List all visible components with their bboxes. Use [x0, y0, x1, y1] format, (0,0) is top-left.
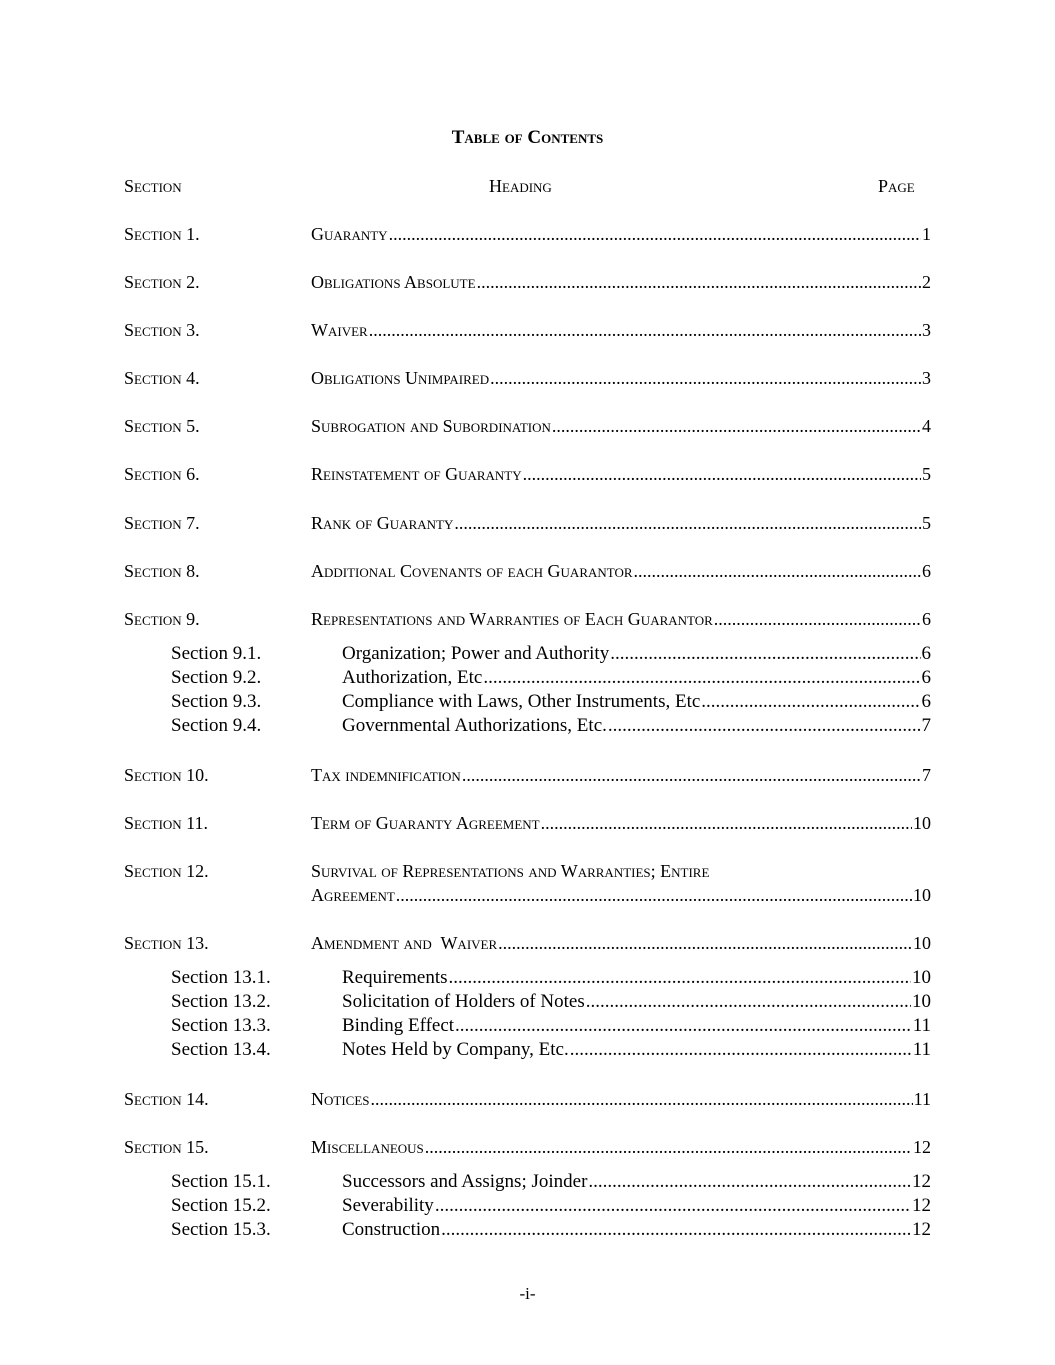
toc-entry-section-8[interactable]	[0, 559, 1055, 583]
section-heading: Obligations Unimpaired	[311, 368, 490, 388]
section-number: Section 11.	[124, 813, 209, 833]
section-number: Section 4.	[124, 368, 200, 388]
toc-entry-section-9-1[interactable]	[0, 642, 1055, 666]
section-heading: Notices	[311, 1089, 370, 1109]
section-heading: Tax indemnification	[311, 765, 461, 785]
section-heading: Amendment and Waiver	[311, 933, 498, 953]
subsection-heading: Successors and Assigns; Joinder	[342, 1171, 588, 1192]
page-number: 12	[913, 1137, 931, 1157]
toc-entry-section-9-2[interactable]	[0, 666, 1055, 690]
page-number: 6	[921, 691, 931, 712]
column-header-heading: Heading	[489, 176, 552, 196]
subsection-heading: Requirements	[342, 967, 448, 988]
section-number: Section 15.	[124, 1137, 209, 1157]
page-number: 10	[912, 991, 931, 1012]
subsection-heading: Organization; Power and Authority	[342, 643, 610, 664]
page-number: 11	[913, 1089, 931, 1109]
section-heading: Guaranty	[311, 224, 388, 244]
section-number: Section 1.	[124, 224, 200, 244]
subsection-number: Section 15.1.	[171, 1171, 271, 1192]
toc-entry-section-15-3[interactable]	[0, 1218, 1055, 1242]
section-number: Section 10.	[124, 765, 209, 785]
page-number: 10	[912, 967, 931, 988]
section-number: Section 2.	[124, 272, 200, 292]
section-heading: Miscellaneous	[311, 1137, 424, 1157]
toc-entry-section-13-1[interactable]	[0, 966, 1055, 990]
page-number: 7	[921, 715, 931, 736]
toc-entry-section-4[interactable]	[0, 366, 1055, 390]
section-number: Section 14.	[124, 1089, 209, 1109]
toc-entry-section-13-4[interactable]	[0, 1038, 1055, 1062]
toc-entry-section-15[interactable]	[0, 1135, 1055, 1159]
toc-entry-section-15-1[interactable]	[0, 1170, 1055, 1194]
section-heading: Subrogation and Subordination	[311, 416, 551, 436]
page-number: 11	[912, 1039, 931, 1060]
subsection-number: Section 13.1.	[171, 967, 271, 988]
page-number: 1	[922, 224, 931, 244]
section-number: Section 13.	[124, 933, 209, 953]
section-number: Section 3.	[124, 320, 200, 340]
toc-title: Table of Contents	[451, 127, 604, 148]
toc-entry-section-1[interactable]	[0, 222, 1055, 246]
section-heading: Reinstatement of Guaranty	[311, 464, 522, 484]
page-number: 6	[922, 609, 931, 629]
page-number: 3	[922, 368, 931, 388]
toc-entry-section-2[interactable]	[0, 270, 1055, 294]
section-heading: Agreement	[311, 885, 395, 905]
subsection-number: Section 15.3.	[171, 1219, 271, 1240]
page-number: 5	[922, 464, 931, 484]
toc-entry-section-9[interactable]	[0, 607, 1055, 631]
section-heading: Obligations Absolute	[311, 272, 476, 292]
subsection-heading: Solicitation of Holders of Notes	[342, 991, 585, 1012]
section-heading-line1: Survival of Representations and Warranties; Entire	[311, 861, 710, 881]
toc-entry-section-9-4[interactable]	[0, 714, 1055, 738]
subsection-heading: Notes Held by Company, Etc.	[342, 1039, 569, 1060]
section-number: Section 5.	[124, 416, 200, 436]
toc-entry-section-14[interactable]	[0, 1087, 1055, 1111]
column-header-page: Page	[878, 176, 915, 196]
page-number: 5	[922, 513, 931, 533]
page-number: 6	[921, 643, 931, 664]
page-number: 3	[922, 320, 931, 340]
page-number: 12	[912, 1171, 931, 1192]
subsection-heading: Severability	[342, 1195, 434, 1216]
page-number: 10	[913, 813, 931, 833]
toc-entry-section-13-2[interactable]	[0, 990, 1055, 1014]
toc-entry-section-12-line1[interactable]	[0, 859, 1055, 883]
toc-entry-section-7[interactable]	[0, 511, 1055, 535]
subsection-number: Section 15.2.	[171, 1195, 271, 1216]
toc-entry-section-5[interactable]	[0, 414, 1055, 438]
subsection-number: Section 13.3.	[171, 1015, 271, 1036]
page-number: 12	[912, 1195, 931, 1216]
section-heading: Representations and Warranties of Each Guarantor	[311, 609, 713, 629]
toc-entry-section-10[interactable]	[0, 763, 1055, 787]
page-number: 2	[922, 272, 931, 292]
section-heading: Additional Covenants of each Guarantor	[311, 561, 633, 581]
toc-entry-section-6[interactable]	[0, 462, 1055, 486]
toc-entry-section-15-2[interactable]	[0, 1194, 1055, 1218]
toc-entry-section-11[interactable]	[0, 811, 1055, 835]
subsection-number: Section 9.1.	[171, 643, 262, 664]
subsection-number: Section 13.4.	[171, 1039, 271, 1060]
subsection-number: Section 9.2.	[171, 667, 262, 688]
section-heading: Term of Guaranty Agreement	[311, 813, 540, 833]
page-number: 7	[922, 765, 931, 785]
subsection-number: Section 13.2.	[171, 991, 271, 1012]
section-heading: Rank of Guaranty	[311, 513, 454, 533]
page-number: 10	[913, 885, 931, 905]
toc-entry-section-13[interactable]	[0, 931, 1055, 955]
toc-entry-section-3[interactable]	[0, 318, 1055, 342]
section-heading: Waiver	[311, 320, 368, 340]
page-number: 4	[922, 416, 931, 436]
column-header-section: Section	[124, 176, 182, 196]
section-number: Section 7.	[124, 513, 200, 533]
subsection-number: Section 9.3.	[171, 691, 262, 712]
toc-entry-section-13-3[interactable]	[0, 1014, 1055, 1038]
section-number: Section 6.	[124, 464, 200, 484]
page-number: 10	[913, 933, 931, 953]
subsection-heading: Authorization, Etc	[342, 667, 483, 688]
page-number: 6	[922, 561, 931, 581]
subsection-heading: Construction	[342, 1219, 441, 1240]
page-footer-number: -i-	[519, 1284, 536, 1303]
section-number: Section 12.	[124, 861, 209, 881]
toc-entry-section-12[interactable]	[0, 883, 1055, 907]
subsection-number: Section 9.4.	[171, 715, 262, 736]
page-number: 11	[912, 1015, 931, 1036]
toc-entry-section-9-3[interactable]	[0, 690, 1055, 714]
subsection-heading: Binding Effect	[342, 1015, 455, 1036]
section-number: Section 9.	[124, 609, 200, 629]
subsection-heading: Governmental Authorizations, Etc.	[342, 715, 607, 736]
page-number: 12	[912, 1219, 931, 1240]
subsection-heading: Compliance with Laws, Other Instruments, Etc	[342, 691, 701, 712]
section-number: Section 8.	[124, 561, 200, 581]
page-number: 6	[921, 667, 931, 688]
